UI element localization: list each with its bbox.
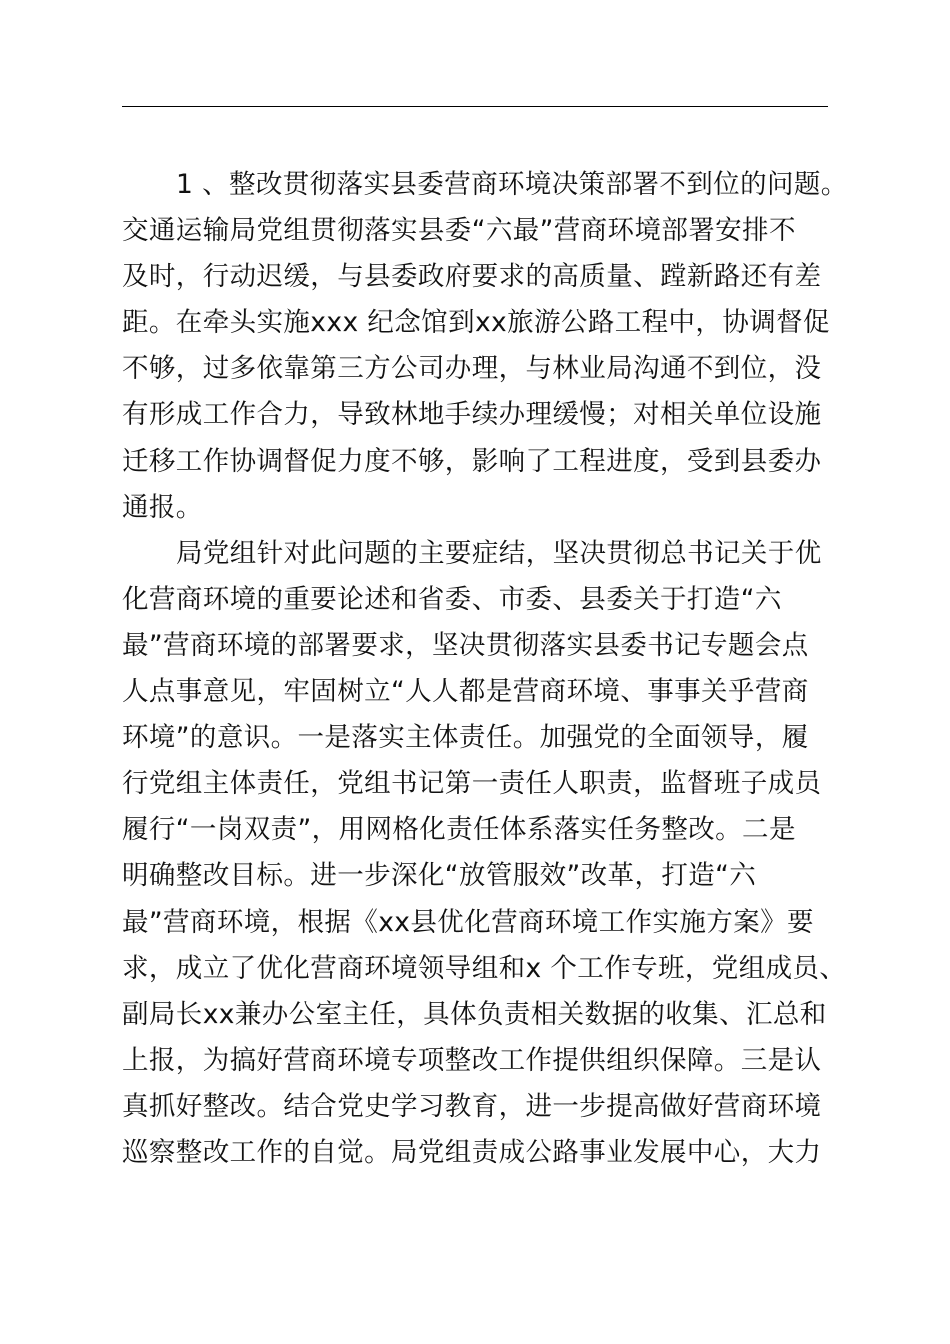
text-line: 巡察整改工作的自觉。局党组责成公路事业发展中心，大力 (122, 1136, 822, 1168)
text-line: 局党组针对此问题的主要症结，坚决贯彻总书记关于优 (176, 537, 822, 569)
paragraph-1 (122, 162, 848, 531)
text-line: 明确整改目标。进一步深化“放管服效”改革，打造“六 (122, 860, 757, 892)
text-line: 最”营商环境的部署要求，坚决贯彻落实县委书记专题会点 (122, 629, 809, 661)
text-line: 真抓好整改。结合党史学习教育，进一步提高做好营商环境 (122, 1090, 822, 1122)
paragraph-2 (122, 531, 847, 1176)
text-line: 迁移工作协调督促力度不够，影响了工程进度，受到县委办 (122, 445, 822, 477)
text-line: 上报，为搞好营商环境专项整改工作提供组织保障。三是认 (122, 1044, 822, 1076)
text-line: 有形成工作合力，导致林地手续办理缓慢；对相关单位设施 (122, 399, 822, 431)
text-line: 化营商环境的重要论述和省委、市委、县委关于打造“六 (122, 583, 782, 615)
text-line: 环境”的意识。一是落实主体责任。加强党的全面领导，履 (122, 722, 809, 754)
text-line: 通报。 (122, 491, 203, 523)
text-line: 副局长xx兼办公室主任，具体负责相关数据的收集、汇总和 (122, 998, 827, 1030)
text-line: 最”营商环境，根据《xx县优化营商环境工作实施方案》要 (122, 906, 814, 938)
text-line: 行党组主体责任，党组书记第一责任人职责，监督班子成员 (122, 768, 822, 800)
header-rule (122, 106, 828, 107)
text-line: 不够，过多依靠第三方公司办理，与林业局沟通不到位，没 (122, 353, 822, 385)
text-line: 1 、整改贯彻落实县委营商环境决策部署不到位的问题。 (176, 169, 848, 200)
text-line: 履行“一岗双责”，用网格化责任体系落实任务整改。二是 (122, 814, 796, 846)
text-line: 距。在牵头实施xxx 纪念馆到xx旅游公路工程中，协调督促 (122, 307, 830, 339)
text-line: 及时，行动迟缓，与县委政府要求的高质量、蹚新路还有差 (122, 261, 822, 293)
text-line: 人点事意见，牢固树立“人人都是营商环境、事事关乎营商 (122, 676, 809, 708)
text-line: 求，成立了优化营商环境领导组和x 个工作专班，党组成员、 (122, 952, 847, 984)
text-line: 交通运输局党组贯彻落实县委“六最”营商环境部署安排不 (122, 215, 796, 247)
document-body (122, 162, 848, 1176)
